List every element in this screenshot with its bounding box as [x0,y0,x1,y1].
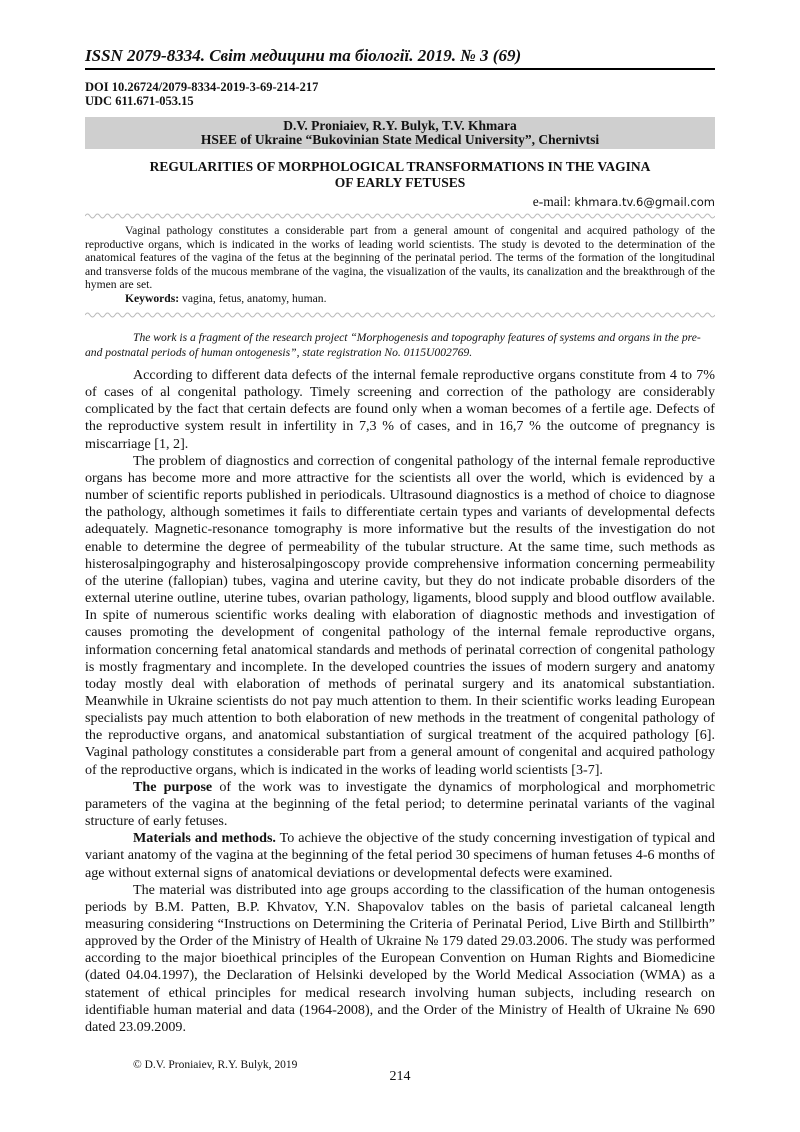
methods-text: To achieve the objective of the study concerning investigation of typical and variant anatomy of the vagina at the beginning of the fetal period 30 specimens of human fetuses 4-6 months of age without external signs of anatomical deviations or developmental defects were examined. [85,830,716,881]
article-body [85,367,715,1036]
body-paragraph-methods [85,830,715,881]
author-names: D.V. Proniaiev, R.Y. Bulyk, T.V. Khmara [283,118,517,133]
title-line-1: REGULARITIES OF MORPHOLOGICAL TRANSFORMATIONS IN THE VAGINA [149,159,651,174]
identifiers [85,80,318,108]
body-paragraph-purpose [85,779,715,830]
journal-header: ISSN 2079-8334. Світ медицини та біології. 2019. № 3 (69) [85,46,522,65]
purpose-text: of the work was to investigate the dynamics of morphological and morphometric parameters of the vagina at the beginning of the fetal period; to determine perinatal variants of the vaginal structure of early fetuses. [85,778,715,830]
body-paragraph-2: The problem of diagnostics and correction of congenital pathology of the internal female reproductive organs has become more and more attractive for the scientists all over the world, which is evidenced by a number of scientific reports published in periodicals. Ultrasound diagnostics is a method of choice to diagnose the pathology, although sometimes it fails to differentiate certain types and variants of developmental defects adequately. Magnetic-resonance tomography is more informative but the results of the investigation do not enable to determine the degree of permeability of the tubular structure. At the same time, such methods as histerosalpingography and histerosalpingoscopy provide comprehensive information concerning permeability of the uterine (fallopian) tubes, vagina and uterine cavity, but they do not indicate probable disorders of the external uterine outline, uterine tubes, ovarian pathology, ligaments, blood supply and blood outflow available. In spite of numerous scientific works dealing with elaboration of diagnostic methods and investigation of causes promoting the development of congenital pathology of the internal female reproductive organs, information concerning fetal anatomical standards and methods of perinatal correction of congenital pathology is mostly fragmentary and incomplete. In the developed countries the issues of modern surgery and anatomy today mostly deal with elaboration of methods of perinatal surgery and its anatomical substantiation. Meanwhile in Ukraine scientists do not pay much attention to them. In their scientific works leading European specialists pay much attention to both elaboration of new methods in the treatment of congenital pathology of the reproductive organs, and anatomical substantiation of surgical treatment of the acquired pathology [6]. Vaginal pathology constitutes a considerable part from a general amount of congenital and acquired pathology of the reproductive organs, which is indicated in the works of leading world scientists [3-7]. [85,452,715,778]
purpose-label: The purpose [133,778,213,795]
doi: DOI 10.26724/2079-8334-2019-3-69-214-217 [85,80,319,94]
body-paragraph-1: According to different data defects of the internal female reproductive organs constitute from 4 to 7% of cases of al congenital pathology. Timely screening and correction of the pathology are considerably complicated by the fact that certain defects are found only when a woman becomes of a fertile age. Defects of the reproductive system result in infertility in 7,3 % of cases, and in 16,7 % the outcome of pregnancy is miscarriage [1, 2]. [85,367,715,452]
contact-email [533,194,715,210]
keywords [85,292,715,306]
project-note-text: The work is a fragment of the research project “Morphogenesis and topography features of systems and organs in the pre- and postnatal periods of human ontogenesis”, state registration No. 0115U002769. [85,331,701,359]
keywords-list: vagina, fetus, anatomy, human. [182,291,327,305]
wavy-divider-bottom [85,311,715,319]
email-address[interactable]: khmara.tv.6@gmail.com [574,195,715,209]
project-note [85,330,715,360]
article-title [85,159,715,191]
header-rule [85,68,715,70]
udc: UDC 611.671-053.15 [85,94,194,108]
email-label: e-mail: [532,194,571,209]
abstract [85,224,715,306]
author-box [85,117,715,149]
wavy-divider-top [85,212,715,220]
abstract-text: Vaginal pathology constitutes a considerable part from a general amount of congenital and acquired pathology of the reproductive organs, which is indicated in the works of leading world scientists. The study is devoted to the determination of the anatomical features of the vagina of the fetus at the beginning of the perinatal period. The terms of the formation of the longitudinal and transverse folds of the mucous membrane of the vagina, the visualization of the vaults, its canalization and the breakthrough of the hymen are set. [85,224,715,292]
author-affiliation: HSEE of Ukraine “Bukovinian State Medical University”, Chernivtsi [200,132,600,147]
methods-label: Materials and methods. [133,830,276,847]
title-line-2: OF EARLY FETUSES [334,175,466,190]
body-paragraph-5: The material was distributed into age groups according to the classification of the human ontogenesis periods by B.M. Patten, B.P. Khvatov, Y.N. Shapovalov tables on the basis of parietal calcaneal length measuring considering “Instructions on Determining the Criteria of Perinatal Period, Live Birth and Stillbirth” approved by the Order of the Ministry of Health of Ukraine № 179 dated 29.03.2006. The study was performed according to the major bioethical principles of the European Convention on Human Rights and Biomedicine (dated 04.04.1997), the Declaration of Helsinki developed by the World Medical Association (WMA) as a statement of ethical principles for medical research involving human subjects, including research on identifiable human material and data (1964-2008), and the Order of the Ministry of Health of Ukraine № 690 dated 23.09.2009. [85,881,715,1035]
copyright: © D.V. Proniaiev, R.Y. Bulyk, 2019 [133,1059,298,1071]
page-number: 214 [389,1069,411,1084]
keywords-label: Keywords: [125,291,180,305]
